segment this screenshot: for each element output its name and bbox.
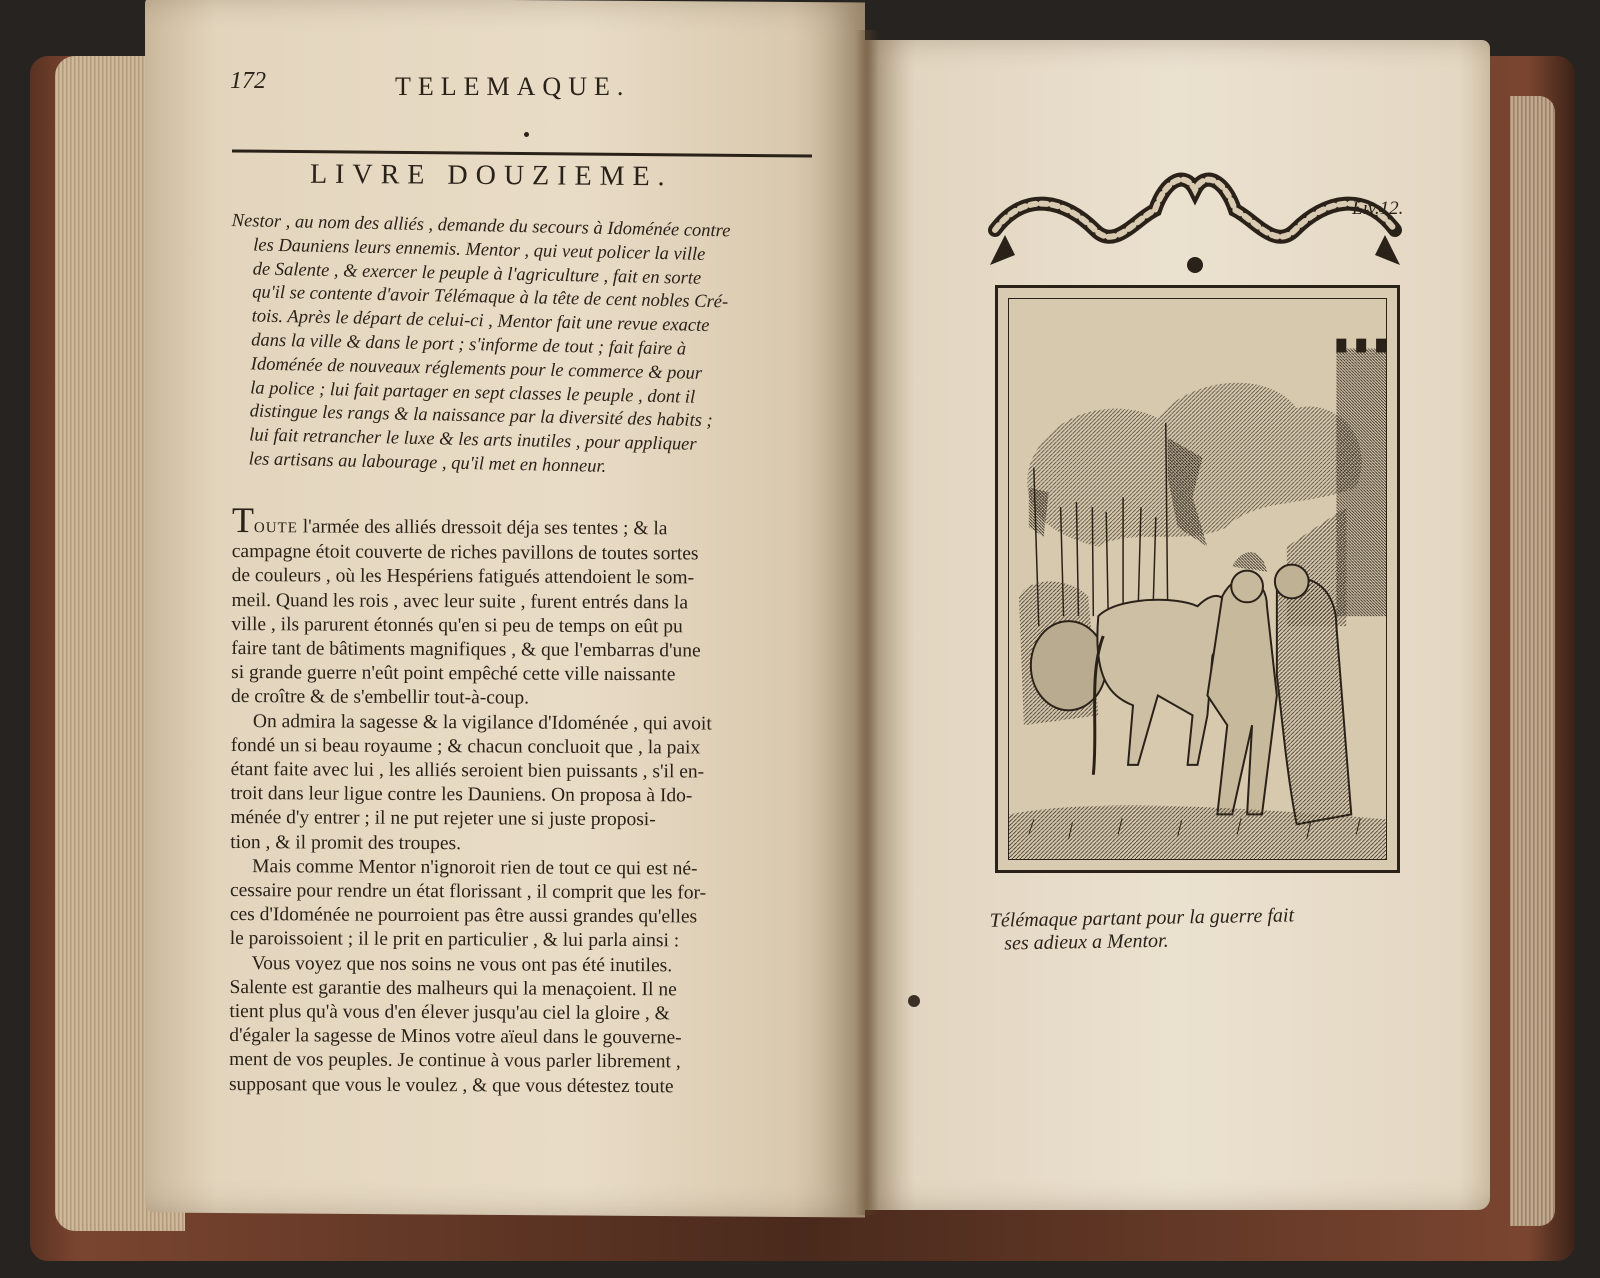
- argument-line: distingue les rangs & la naissance par la diversité des habits ;: [249, 401, 713, 432]
- ink-spot: [908, 995, 920, 1007]
- body-line: troit dans leur ligue contre les Dauniens. On proposa à Ido-: [230, 783, 693, 807]
- body-line: campagne étoit couverte de riches pavillons de toutes sortes: [231, 541, 699, 565]
- chapter-argument: [227, 210, 812, 484]
- engraving-plate: [995, 285, 1400, 873]
- engraving-illustration: [1009, 299, 1386, 859]
- body-line: tion , & il promit des troupes.: [230, 831, 462, 854]
- body-line: Salente est garantie des malheurs qui la menaçoient. Il ne: [229, 976, 677, 1001]
- argument-line: tois. Après le départ de celui-ci , Mentor fait une revue exacte: [251, 306, 710, 337]
- body-line: supposant que vous le voulez , & que vous détestez toute: [228, 1073, 674, 1097]
- body-line: étant faite avec lui , les alliés seroient bien puissants , s'il en-: [230, 759, 705, 783]
- body-line: On admira la sagesse & la vigilance d'Idoménée , qui avoit: [252, 710, 712, 735]
- argument-line: les Dauniens leurs ennemis. Mentor , qui veut policer la ville: [253, 235, 706, 265]
- body-text: [228, 500, 812, 1100]
- drop-capital: T: [231, 500, 255, 541]
- body-line: de croître & de s'embellir tout-à-coup.: [230, 686, 530, 709]
- argument-line: la police ; lui fait partager en sept classes le peuple , dont il: [250, 378, 696, 408]
- plate-reference: Liv.12.: [1352, 198, 1404, 219]
- argument-line: les artisans au labourage , qu'il met en honneur.: [248, 449, 607, 477]
- body-line: fondé un si beau royaume ; & chacun concluoit que , la paix: [230, 734, 701, 759]
- body-line: meil. Quand les rois , avec leur suite , furent entrés dans la: [231, 589, 689, 613]
- argument-line: dans la ville & dans le port ; s'informe de tout ; fait faire à: [251, 330, 687, 360]
- body-line: cessaire pour rendre un état florissant , il comprit que les for-: [229, 880, 707, 904]
- body-line: ville , ils parurent étonnés qu'en si peu de temps on eût pu: [231, 613, 683, 638]
- first-line: [231, 500, 812, 543]
- ribbon-ornament: [985, 160, 1405, 280]
- engraving-image: [1008, 298, 1387, 860]
- small-caps-word: OUTE: [253, 520, 298, 537]
- body-line: ménée d'y entrer ; il ne put rejeter une si juste proposi-: [230, 807, 656, 831]
- body-line: de couleurs , où les Hespériens fatigués attendoient le som-: [231, 565, 695, 589]
- chapter-title: LIVRE DOUZIEME.: [309, 158, 673, 193]
- body-line: ment de vos peuples. Je continue à vous parler librement ,: [229, 1049, 681, 1073]
- plate-caption: [990, 902, 1421, 955]
- body-line: Mais comme Mentor n'ignoroit rien de tout ce qui est né-: [252, 855, 698, 880]
- caption-line: ses adieux a Mentor.: [1004, 929, 1169, 955]
- book-gutter: [855, 30, 879, 1215]
- rule-dot: [524, 132, 529, 137]
- body-line: Vous voyez que nos soins ne vous ont pas été inutiles.: [251, 952, 673, 976]
- right-page-edges: [1510, 96, 1555, 1226]
- argument-line: Idoménée de nouveaux réglements pour le commerce & pour: [250, 354, 703, 384]
- caption-line: Télémaque partant pour la guerre fait: [989, 904, 1295, 932]
- argument-line: qu'il se contente d'avoir Télémaque à la tête de cent nobles Cré-: [252, 282, 729, 313]
- body-line: l'armée des alliés dressoit déja ses tentes ; & la: [297, 516, 668, 540]
- body-line: d'égaler la sagesse de Minos votre aïeul dans le gouverne-: [229, 1025, 682, 1049]
- body-line: tient plus qu'à vous d'en élever jusqu'au ciel la gloire , &: [229, 1001, 670, 1025]
- running-title: TELEMAQUE.: [395, 72, 631, 101]
- argument-line: de Salente , & exercer le peuple à l'agriculture , fait en sorte: [252, 259, 702, 289]
- body-line: si grande guerre n'eût point empêché cette ville naissante: [231, 662, 676, 686]
- page-number: 172: [230, 68, 266, 94]
- body-line: ces d'Idoménée ne pourroient pas être aussi grandes qu'elles: [229, 904, 698, 928]
- argument-line: Nestor , au nom des alliés , demande du secours à Idoménée contre: [231, 210, 731, 242]
- body-line: faire tant de bâtiments magnifiques , & que l'embarras d'une: [231, 638, 701, 662]
- body-line: le paroissoient ; il le prit en particulier , & lui parla ainsi :: [229, 928, 680, 952]
- argument-line: lui fait retrancher le luxe & les arts inutiles , pour appliquer: [249, 425, 697, 455]
- running-head: [230, 68, 810, 108]
